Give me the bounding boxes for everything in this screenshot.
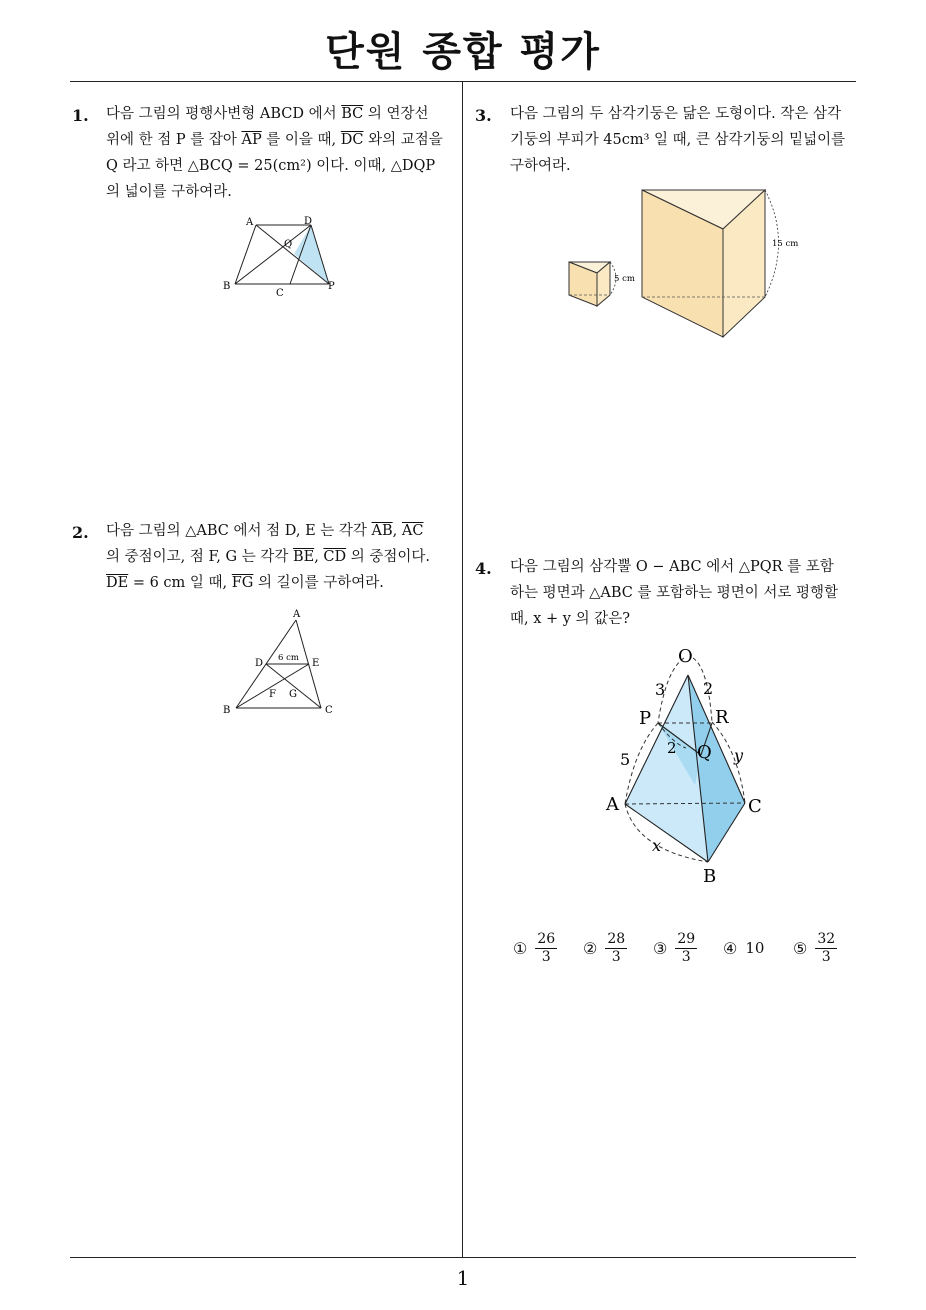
question-2-line [106,518,456,544]
label-r: R [715,707,729,728]
text-run: 다음 그림의 삼각뿔 O − ABC 에서 △PQR 를 포함 [510,559,834,575]
label-e: E [312,658,320,669]
question-1-line [106,179,456,205]
answer-choices [510,926,860,970]
choice-2[interactable]: ② $\frac{28}{3}$ [583,930,626,965]
segment-label: $\overline{BE}$ [292,549,315,565]
label-f: F [269,689,276,700]
question-4-text [510,554,860,632]
question-1-number: 1. [72,106,89,125]
text-run: 의 중점이다. [346,549,431,565]
label-pa: 5 [620,750,631,769]
text-run: Q 라고 하면 △BCQ = 25(cm²) 이다. 이때, △DQP [106,158,436,174]
label-d: D [304,216,313,227]
text-run: 기둥의 부피가 45cm³ 일 때, 큰 삼각기둥의 밑넓이를 [510,132,846,148]
text-run: 위에 한 점 P 를 잡아 [106,132,242,148]
question-3-line [510,153,860,179]
label-x: x [652,836,662,855]
question-1-line [106,127,456,153]
text-run: , [392,523,402,539]
label-a: A [293,609,301,620]
bottom-rule [70,1257,856,1258]
segment-label: $\overline{DC}$ [340,132,364,148]
label-c: C [748,796,762,817]
top-rule [70,81,856,82]
label-q: Q [284,239,293,250]
segment-label: $\overline{AB}$ [371,523,393,539]
question-4-line [510,606,860,632]
label-a: A [246,217,254,228]
label-p: P [328,281,335,292]
column-divider [462,82,463,1257]
text-run: 와의 교점을 [363,132,443,148]
text-run: 구하여라. [510,158,571,174]
text-run: 때, x + y 의 값은? [510,611,630,627]
label-b: B [223,281,231,292]
text-run: = 6 cm 일 때, [128,575,232,591]
question-1-line [106,153,456,179]
label-pq: 2 [667,739,677,757]
label-op: 3 [655,680,666,699]
question-1-figure [218,214,348,300]
choice-1[interactable]: ① $\frac{26}{3}$ [513,930,556,965]
label-a: A [606,794,619,815]
label-c: C [276,288,284,299]
text-run: 다음 그림의 두 삼각기둥은 닮은 도형이다. 작은 삼각 [510,106,842,122]
large-height-label: 15 cm [772,239,799,249]
segment-label: $\overline{AP}$ [241,132,262,148]
text-run: , [314,549,324,565]
small-prism [569,262,635,306]
text-run: 하는 평면과 △ABC 를 포함하는 평면이 서로 평행할 [510,585,839,601]
label-p: P [639,708,652,729]
label-c: C [325,705,333,716]
label-q: Q [697,742,712,763]
choice-5[interactable]: ⑤ $\frac{32}{3}$ [793,930,836,965]
label-d: D [255,658,264,669]
large-prism [642,190,798,337]
text-run: 를 이을 때, [261,132,341,148]
question-2-figure [218,606,348,718]
label-y: y [734,746,744,765]
label-o: O [678,646,693,667]
segment-label: $\overline{FG}$ [231,575,254,591]
segment-label: $\overline{DE}$ [106,575,129,591]
text-run: 다음 그림의 평행사변형 ABCD 에서 [106,106,342,122]
question-4-line [510,580,860,606]
page-number: 1 [456,1266,470,1290]
text-run: 의 길이를 구하여라. [253,575,384,591]
question-2-line [106,544,456,570]
question-4-figure [596,640,776,892]
segment-label: $\overline{AC}$ [401,523,424,539]
question-3-line [510,127,860,153]
page-title: 단원 종합 평가 [325,29,601,75]
label-g: G [289,689,297,700]
label-or: 2 [703,679,714,698]
label-b: B [703,866,717,887]
question-2-line [106,570,456,596]
question-3-number: 3. [475,106,492,125]
label-b: B [223,705,231,716]
question-3-text [510,101,860,179]
text-run: 의 연장선 [363,106,429,122]
question-1-line [106,101,456,127]
text-run: 의 넓이를 구하여라. [106,184,232,200]
question-4-number: 4. [475,559,492,578]
question-3-line [510,101,860,127]
question-2-number: 2. [72,523,89,542]
choice-4[interactable]: ④ 10 [723,938,765,958]
segment-label: $\overline{BC}$ [341,106,364,122]
question-4-line [510,554,860,580]
text-run: 다음 그림의 △ABC 에서 점 D, E 는 각각 [106,523,372,539]
small-height-label: 5 cm [614,274,635,284]
label-de-length: 6 cm [278,653,299,663]
question-2-text [106,518,456,596]
text-run: 의 중점이고, 점 F, G 는 각각 [106,549,293,565]
segment-label: $\overline{CD}$ [323,549,347,565]
choice-3[interactable]: ③ $\frac{29}{3}$ [653,930,696,965]
question-3-figure [560,182,820,342]
question-1-text [106,101,456,205]
